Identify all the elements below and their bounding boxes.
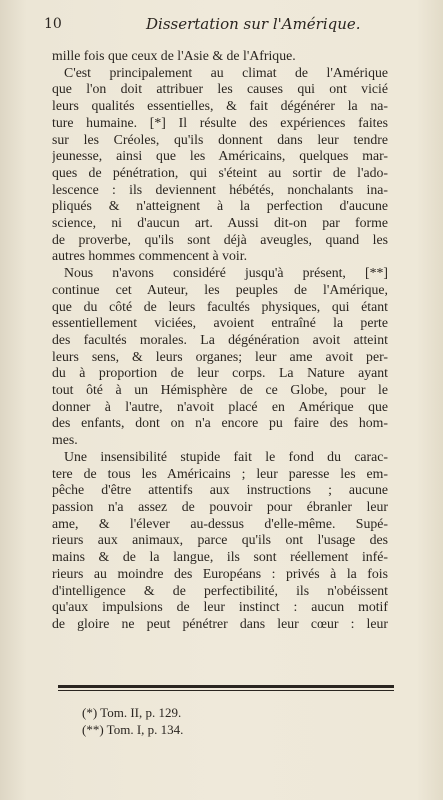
text-line: Une insensibilité stupide fait le fond du carac- bbox=[64, 448, 388, 464]
text-line: jeunesse, ainsi que les Américains, quelques mar- bbox=[52, 148, 388, 164]
text-line: rieurs aux animaux, parce qu'ils ont l'usage des bbox=[52, 532, 388, 548]
text-line: du à proportion de leur corps. La Nature ayant bbox=[52, 365, 388, 381]
text-line: autres hommes commencent à voir. bbox=[52, 248, 248, 264]
text-line: Nous n'avons considéré jusqu'à présent, [**] bbox=[64, 265, 388, 281]
text-line: leurs sens, & leurs organes; leur ame avoit per- bbox=[52, 348, 388, 364]
text-line: mille fois que ceux de l'Asie & de l'Afrique. bbox=[52, 48, 296, 63]
text-line: tout ôté à un Hémisphère de ce Globe, pour le bbox=[52, 382, 388, 398]
text-line: ture humaine. [*] Il résulte des expériences faites bbox=[52, 114, 388, 130]
text-line: donner à l'autre, n'avoit placé en Amérique que bbox=[52, 398, 388, 414]
text-line: des facultés morales. La dégénération avoit atteint bbox=[52, 331, 388, 347]
text-line: science, ni d'aucun art. Aussi dit-on par forme bbox=[52, 215, 388, 231]
text-line: essentiellement viciées, avoient entraîné la perte bbox=[52, 315, 388, 331]
text-line: pêche d'être attentifs aux instructions ; aucune bbox=[52, 482, 388, 498]
running-title: Dissertation sur l'Amérique. bbox=[146, 15, 361, 33]
text-line: leurs qualités essentielles, & fait dégénérer la na- bbox=[52, 98, 388, 114]
text-line: que l'on doit attribuer les causes qui ont vicié bbox=[52, 81, 388, 97]
text-line: que du côté de leurs facultés physiques, qui étant bbox=[52, 298, 388, 314]
text-line: passion n'a assez de pouvoir pour ébranler leur bbox=[52, 498, 388, 514]
text-line: qu'aux impulsions de leur instinct : aucun motif bbox=[52, 599, 388, 615]
text-line: continue cet Auteur, les peuples de l'Amérique, bbox=[52, 281, 388, 297]
text-line: des enfants, dont on n'a encore pu faire des hom- bbox=[52, 415, 388, 431]
page-number: 10 bbox=[44, 16, 62, 32]
text-line: pliqués & n'atteignent à la perfection d'aucune bbox=[52, 198, 388, 214]
footnotes bbox=[82, 704, 183, 738]
text-line: d'intelligence & de perfectibilité, ils n'obéissent bbox=[52, 582, 388, 598]
text-line: ques de pénétration, qui s'éteint au sortir de l'ado- bbox=[52, 164, 388, 180]
text-line: C'est principalement au climat de l'Amérique bbox=[64, 64, 388, 80]
footnote-rule bbox=[58, 685, 394, 688]
text-line: mes. bbox=[52, 432, 78, 448]
body-text bbox=[52, 48, 388, 633]
text-line: tere de tous les Américains ; leur paresse les em- bbox=[52, 465, 388, 481]
text-line: ame, & l'élever au-dessus d'elle-même. Supé- bbox=[52, 515, 388, 531]
text-line: de gloire ne peut pénétrer dans leur cœur : leur bbox=[52, 615, 388, 631]
footnote: (**) Tom. I, p. 134. bbox=[82, 722, 184, 737]
footnote: (*) Tom. II, p. 129. bbox=[82, 705, 182, 720]
page-header bbox=[44, 10, 387, 36]
text-line: sur les Créoles, qu'ils donnent dans leur tendre bbox=[52, 131, 388, 147]
text-line: rieurs au moindre des Européans : privés à la fois bbox=[52, 565, 388, 581]
text-line: lescence : ils deviennent hébétés, nonchalants ina- bbox=[52, 181, 388, 197]
text-line: de proverbe, qu'ils sont déjà aveugles, quand les bbox=[52, 231, 388, 247]
text-line: mains & de la langue, ils sont réellement infé- bbox=[52, 549, 388, 565]
